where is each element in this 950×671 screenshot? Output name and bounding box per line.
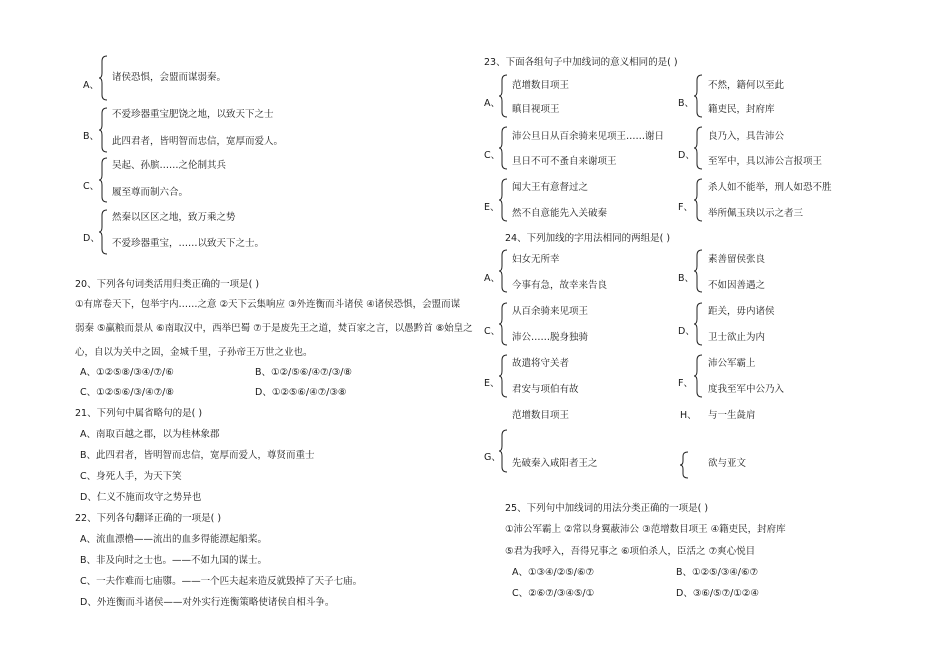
answer-option: D、①②⑤⑥/④⑦/③⑧ <box>255 387 347 398</box>
option-line: 不然，籍何以至此 <box>708 80 785 91</box>
question-title: 25、下列句中加线词的用法分类正确的一项是( ) <box>505 503 709 514</box>
option-label: B、 <box>678 273 695 284</box>
answer-option: B、非及向时之士也。——不如九国的谋士。 <box>80 555 268 566</box>
option-line: 吴起、孙膑……之伦制其兵 <box>112 160 227 171</box>
brace-icon <box>499 179 509 221</box>
option-line: 至军中，具以沛公言报项王 <box>708 156 823 167</box>
brace-icon <box>99 158 109 202</box>
question-title: 21、下列句中属省略句的是( ) <box>75 408 203 419</box>
option-line: 从百余骑来见项王 <box>512 306 589 317</box>
option-line: 履至尊而制六合。 <box>112 187 189 198</box>
brace-icon <box>99 108 109 152</box>
brace-icon <box>499 355 509 397</box>
brace-icon <box>694 75 704 117</box>
option-line: 与一生彘肩 <box>708 410 756 421</box>
option-line: 不爱珍器重宝，……以致天下之士。 <box>112 238 265 249</box>
option-line: 度我至军中公乃入 <box>708 384 785 395</box>
option-line: 然不自意能先入关破秦 <box>512 208 608 219</box>
brace-icon <box>694 355 704 397</box>
question-body: ⑤君为我呼入，吾得兄事之 ⑥项伯杀人，臣活之 ⑦爽心悦目 <box>505 546 756 557</box>
option-line: 闻大王有意督过之 <box>512 182 589 193</box>
brace-icon <box>499 127 509 169</box>
option-label: H、 <box>680 410 697 421</box>
option-label: A、 <box>484 273 500 284</box>
answer-option: C、身死人手，为天下笑 <box>80 471 182 482</box>
answer-option: B、①②⑤/③④/⑥⑦ <box>676 567 759 578</box>
option-label: A、 <box>83 80 99 91</box>
option-line: 沛公军霸上 <box>708 358 756 369</box>
answer-option: A、南取百越之郡，以为桂林象郡 <box>80 429 220 440</box>
brace-icon <box>99 210 109 254</box>
option-line: 范增数目项王 <box>512 410 570 421</box>
answer-option: D、③⑥/⑤⑦/①②④ <box>676 588 759 599</box>
option-line: 沛公旦日从百余骑来见项王……谢日 <box>512 131 665 142</box>
option-label: C、 <box>484 326 501 337</box>
answer-option: C、一夫作难而七庙隳。——一个匹夫起来造反就毁掉了天子七庙。 <box>80 576 363 587</box>
option-line: 举所佩玉玦以示之者三 <box>708 208 804 219</box>
brace-icon <box>694 250 704 292</box>
option-line: 妇女无所幸 <box>512 254 560 265</box>
answer-option: A、①③④/②⑤/⑥⑦ <box>512 567 595 578</box>
option-line: 距关，毋内诸侯 <box>708 306 775 317</box>
option-label: E、 <box>484 378 500 389</box>
brace-icon <box>499 250 509 292</box>
brace-icon <box>499 75 509 117</box>
option-line: 卫士欲止为内 <box>708 332 766 343</box>
question-body: 心，自以为关中之固，金城千里，子孙帝王万世之业也。 <box>75 347 313 358</box>
answer-option: C、①②⑤⑥/③/④⑦/⑧ <box>80 387 174 398</box>
answer-option: C、②⑥⑦/③④⑤/① <box>512 588 595 599</box>
answer-option: D、外连衡而斗诸侯——对外实行连衡策略使诸侯自相斗争。 <box>80 597 335 608</box>
question-title: 24、下列加线的字用法相同的两组是( ) <box>505 233 671 244</box>
option-label: F、 <box>678 378 693 389</box>
option-line: 今事有急，故幸来告良 <box>512 280 608 291</box>
brace-icon <box>499 430 509 472</box>
option-label: F、 <box>678 202 693 213</box>
brace-icon <box>99 56 109 100</box>
option-line: 欲与亚文 <box>708 458 747 469</box>
brace-icon <box>694 127 704 169</box>
option-line: 不如因善遇之 <box>708 280 766 291</box>
answer-option: B、①②/⑤⑥/④⑦/③/⑧ <box>255 367 352 378</box>
option-label: D、 <box>83 233 100 244</box>
option-line: 然秦以区区之地，致万乘之势 <box>112 212 236 223</box>
option-label: B、 <box>678 98 695 109</box>
question-body: ①沛公军霸上 ②常以身翼蔽沛公 ③范增数目项王 ④籍吏民，封府库 <box>505 524 786 535</box>
answer-option: A、①②⑤⑧/③④/⑦/⑥ <box>80 367 174 378</box>
question-body: 弱秦 ⑤赢粮而景从 ⑥南取汉中，西举巴蜀 ⑦于是废先王之道，焚百家之言，以愚黔首 ⑧始皇之 <box>75 323 473 334</box>
option-label: E、 <box>484 202 500 213</box>
answer-option: D、仁义不施而攻守之势异也 <box>80 492 202 503</box>
option-line: 良乃入，具告沛公 <box>708 131 785 142</box>
question-title: 20、下列各句词类活用归类正确的一项是( ) <box>75 279 260 290</box>
option-label: C、 <box>484 150 501 161</box>
option-label: D、 <box>678 326 695 337</box>
option-line: 君安与项伯有故 <box>512 384 579 395</box>
option-line: 籍吏民，封府库 <box>708 104 775 115</box>
option-line: 故遣将守关者 <box>512 358 570 369</box>
option-line: 范增数目项王 <box>512 80 570 91</box>
brace-icon <box>499 303 509 345</box>
brace-icon <box>680 452 690 478</box>
question-title: 23、下面各组句子中加线词的意义相同的是( ) <box>484 57 678 68</box>
option-line: 此四君者，皆明智而忠信，宽厚而爱人。 <box>112 136 284 147</box>
option-line: 素善留侯张良 <box>708 254 766 265</box>
option-line: 先破秦入咸阳者王之 <box>512 458 598 469</box>
option-label: C、 <box>83 181 100 192</box>
question-title: 22、下列各句翻译正确的一项是( ) <box>75 513 222 524</box>
option-line: 不爱珍器重宝肥饶之地，以致天下之士 <box>112 109 274 120</box>
option-line: 瞋目视项王 <box>512 104 560 115</box>
option-line: 诸侯恐惧，会盟而谋弱秦。 <box>112 72 227 83</box>
option-label: B、 <box>83 131 100 142</box>
option-label: A、 <box>484 98 500 109</box>
question-body: ①有席卷天下，包举宇内……之意 ②天下云集响应 ③外连衡而斗诸侯 ④诸侯恐惧，会盟而谋 <box>75 299 461 310</box>
option-label: D、 <box>678 150 695 161</box>
option-label: G、 <box>484 452 501 463</box>
answer-option: A、流血漂橹——流出的血多得能漂起船桨。 <box>80 534 267 545</box>
answer-option: B、此四君者，皆明智而忠信，宽厚而爱人，尊贤而重士 <box>80 450 315 461</box>
option-line: 杀人如不能举，刑人如恐不胜 <box>708 182 832 193</box>
option-line: 旦日不可不蚤自来谢项王 <box>512 156 617 167</box>
brace-icon <box>694 303 704 345</box>
option-line: 沛公……脱身独骑 <box>512 332 589 343</box>
brace-icon <box>694 179 704 221</box>
